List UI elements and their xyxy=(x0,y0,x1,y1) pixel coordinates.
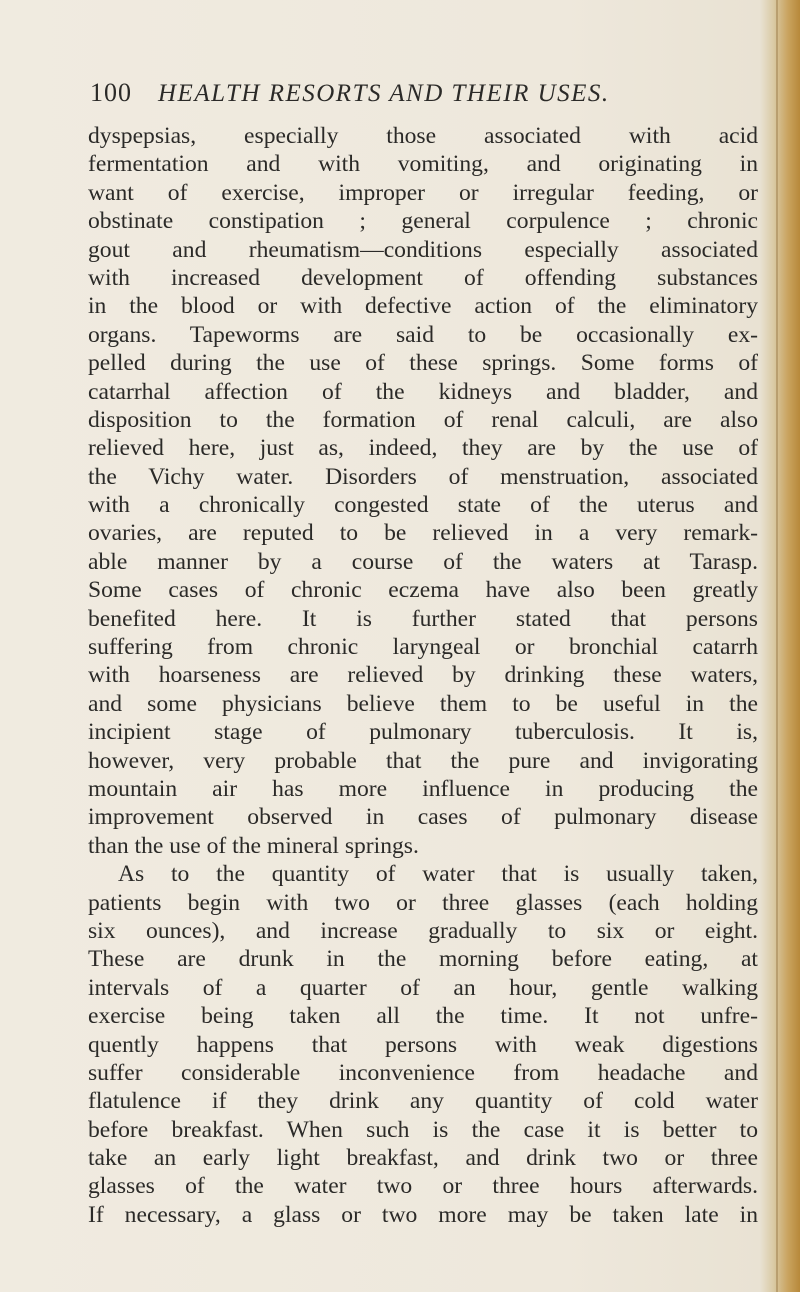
text-line: and some physicians believe them to be useful in the xyxy=(88,690,758,717)
text-line: fermentation and with vomiting, and originating in xyxy=(88,151,758,178)
text-line: disposition to the formation of renal calculi, are also xyxy=(88,406,758,433)
paragraph-start-line: As to the quantity of water that is usually taken, xyxy=(118,861,758,888)
text-line: gout and rheumatism—conditions especially associated xyxy=(88,236,758,263)
text-line: the Vichy water. Disorders of menstruation, associated xyxy=(88,463,758,490)
text-line: mountain air has more influence in producing the xyxy=(88,775,758,802)
page-edge-shadow xyxy=(760,0,800,1292)
text-line: Some cases of chronic eczema have also been greatly xyxy=(88,577,758,604)
text-line: relieved here, just as, indeed, they are by the use of xyxy=(88,435,758,462)
text-line: These are drunk in the morning before eating, at xyxy=(88,946,758,973)
text-line: six ounces), and increase gradually to six or eight. xyxy=(88,917,758,944)
text-line: suffer considerable inconvenience from headache and xyxy=(88,1059,758,1086)
text-line: with increased development of offending substances xyxy=(88,264,758,291)
running-head: HEALTH RESORTS AND THEIR USES. xyxy=(158,80,610,107)
text-line: catarrhal affection of the kidneys and bladder, and xyxy=(88,378,758,405)
text-line: quently happens that persons with weak digestions xyxy=(88,1031,758,1058)
page-edge-line xyxy=(776,0,778,1292)
text-line: exercise being taken all the time. It not unfre- xyxy=(88,1003,758,1030)
text-line: with a chronically congested state of the uterus and xyxy=(88,492,758,519)
text-line: dyspepsias, especially those associated with acid xyxy=(88,123,758,149)
text-line: flatulence if they drink any quantity of cold water xyxy=(88,1088,758,1115)
text-line: pelled during the use of these springs. Some forms of xyxy=(88,350,758,377)
text-line: before breakfast. When such is the case it is better to xyxy=(88,1116,758,1143)
text-line: If necessary, a glass or two more may be taken late in xyxy=(88,1201,758,1228)
text-line: ovaries, are reputed to be relieved in a very remark- xyxy=(88,520,758,547)
text-line: in the blood or with defective action of the eliminatory xyxy=(88,293,758,320)
text-line: with hoarseness are relieved by drinking these waters, xyxy=(88,662,758,689)
text-line: take an early light breakfast, and drink two or three xyxy=(88,1145,758,1172)
text-line: glasses of the water two or three hours afterwards. xyxy=(88,1173,758,1200)
text-line: however, very probable that the pure and invigorating xyxy=(88,747,758,774)
text-line: able manner by a course of the waters at Tarasp. xyxy=(88,548,758,575)
text-line: improvement observed in cases of pulmonary disease xyxy=(88,804,758,831)
text-line: benefited here. It is further stated that persons xyxy=(88,605,758,632)
text-line: organs. Tapeworms are said to be occasionally ex- xyxy=(88,321,758,348)
text-line: want of exercise, improper or irregular feeding, or xyxy=(88,179,758,206)
body-text xyxy=(88,122,758,1229)
page-header xyxy=(90,78,750,118)
text-line: patients begin with two or three glasses (each holding xyxy=(88,889,758,916)
text-line: obstinate constipation ; general corpulence ; chronic xyxy=(88,208,758,235)
paragraph-end-line: than the use of the mineral springs. xyxy=(88,832,419,859)
page-number: 100 xyxy=(90,78,132,107)
text-line: intervals of a quarter of an hour, gentle walking xyxy=(88,974,758,1001)
text-line: incipient stage of pulmonary tuberculosis. It is, xyxy=(88,719,758,746)
text-line: suffering from chronic laryngeal or bronchial catarrh xyxy=(88,634,758,661)
